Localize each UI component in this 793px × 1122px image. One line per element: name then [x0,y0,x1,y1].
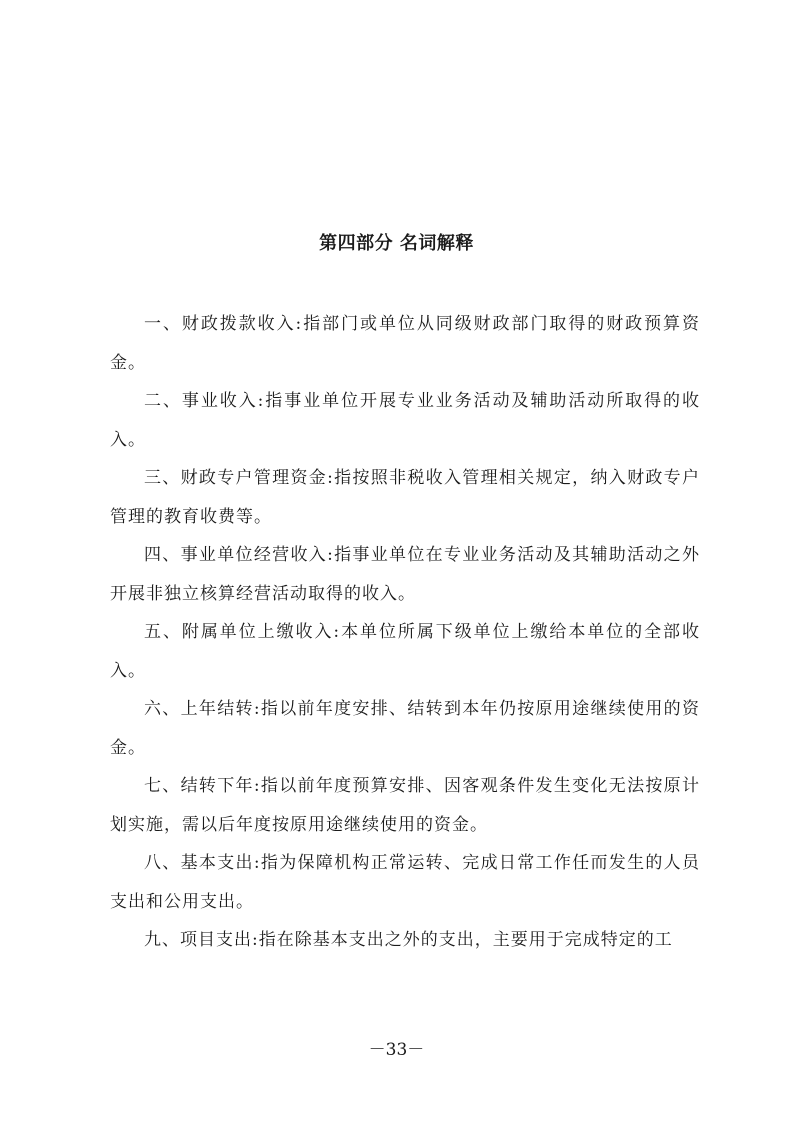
definition-paragraph-6: 六、上年结转:指以前年度安排、结转到本年仍按原用途继续使用的资金。 [110,699,700,758]
definition-paragraph-8: 八、基本支出:指为保障机构正常运转、完成日常工作任而发生的人员支出和公用支出。 [110,853,700,912]
definitions-list [110,305,700,960]
definition-paragraph-5: 五、附属单位上缴收入:本单位所属下级单位上缴给本单位的全部收入。 [110,622,700,681]
definition-paragraph-1: 一、财政拨款收入:指部门或单位从同级财政部门取得的财政预算资金。 [110,314,700,373]
section-title: 第四部分 名词解释 [319,233,474,254]
page-number: －33－ [368,1040,425,1060]
definition-paragraph-2: 二、事业收入:指事业单位开展专业业务活动及辅助活动所取得的收入。 [110,391,700,450]
definition-paragraph-3: 三、财政专户管理资金:指按照非税收入管理相关规定，纳入财政专户管理的教育收费等。 [110,468,700,527]
definition-paragraph-7: 七、结转下年:指以前年度预算安排、因客观条件发生变化无法按原计划实施，需以后年度按原用途继续使用的资金。 [110,776,700,835]
definition-paragraph-4: 四、事业单位经营收入:指事业单位在专业业务活动及其辅助活动之外开展非独立核算经营活动取得的收入。 [110,545,700,604]
definition-paragraph-9: 九、项目支出:指在除基本支出之外的支出，主要用于完成特定的工 [144,930,673,950]
